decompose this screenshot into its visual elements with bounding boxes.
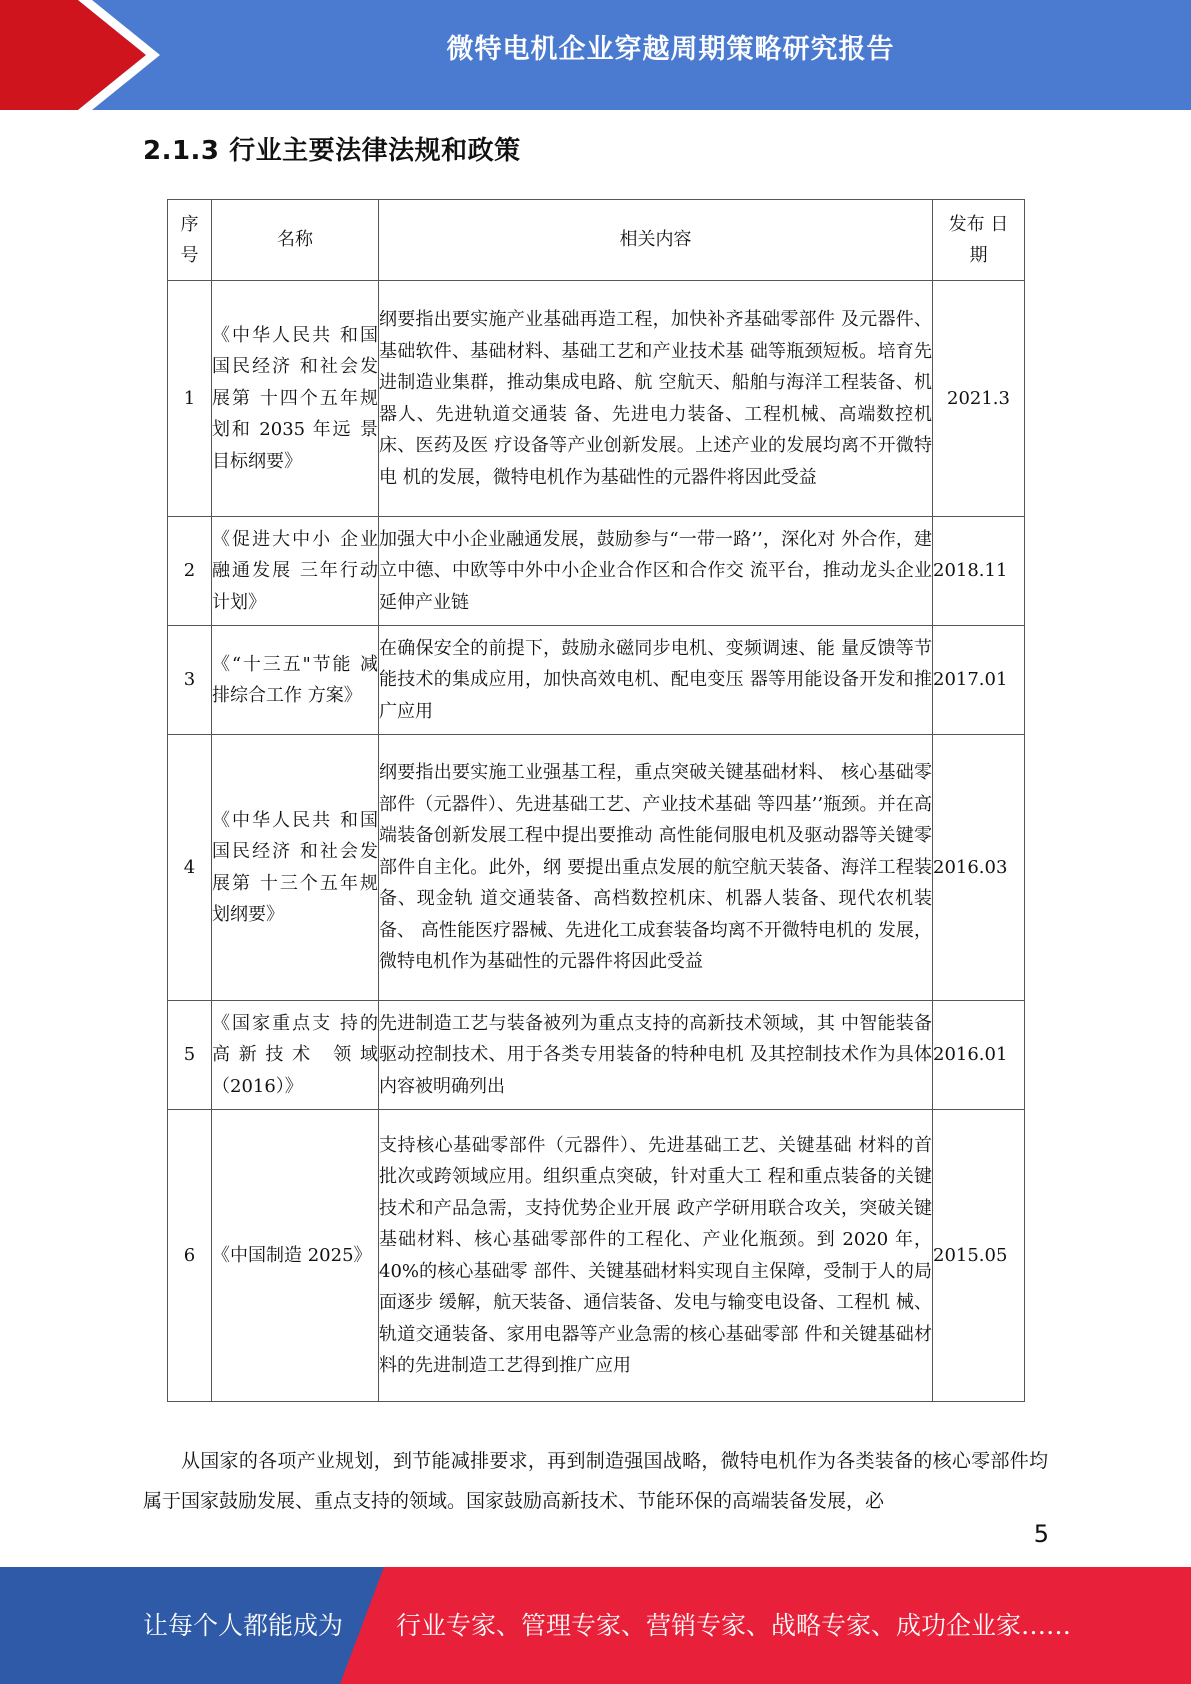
body-paragraph: 从国家的各项产业规划，到节能减排要求，再到制造强国战略，微特电机作为各类装备的核心零部件均属于国家鼓励发展、重点支持的领域。国家鼓励高新技术、节能环保的高端装备发展，必 xyxy=(143,1450,1048,1512)
row-name: 《国家重点支 持的高新技术 领域（2016）》 xyxy=(212,1001,379,1110)
row-name: 《中华人民共 和国国民经济 和社会发展第 十四个五年规 划和 2035 年远 景目标纲要》 xyxy=(212,281,379,517)
footer-slogan-right: 行业专家、管理专家、营销专家、战略专家、成功企业家…… xyxy=(396,1611,1072,1640)
row-no: 1 xyxy=(168,281,212,517)
page-header xyxy=(0,0,1191,110)
row-date: 2021.3 xyxy=(933,281,1025,517)
report-title: 微特电机企业穿越周期策略研究报告 xyxy=(446,34,895,65)
row-date: 2015.05 xyxy=(933,1110,1025,1402)
table-row xyxy=(168,626,1025,735)
policy-table xyxy=(167,199,1025,1402)
table-row xyxy=(168,735,1025,1001)
row-content: 在确保安全的前提下，鼓励永磁同步电机、变频调速、能 量反馈等节能技术的集成应用，加快高效电机、配电变压 器等用能设备开发和推广应用 xyxy=(379,626,933,735)
header-date: 发布 日期 xyxy=(933,200,1025,281)
table-row xyxy=(168,1110,1025,1402)
row-name: 《促进大中小 企业融通发展 三年行动计划》 xyxy=(212,517,379,626)
row-name: 《“十三五"节能 减排综合工作 方案》 xyxy=(212,626,379,735)
header-arrow-decoration xyxy=(0,0,160,110)
row-no: 6 xyxy=(168,1110,212,1402)
row-no: 5 xyxy=(168,1001,212,1110)
page-number: 5 xyxy=(1033,1520,1049,1548)
header-no: 序号 xyxy=(168,200,212,281)
row-content: 纲要指出要实施产业基础再造工程，加快补齐基础零部件 及元器件、基础软件、基础材料、基础工艺和产业技术基 础等瓶颈短板。培育先进制造业集群，推动集成电路、航 空航天、船舶与海洋工程装备、机器人、先进轨道交通装 备、先进电力装备、工程机械、高端数控机床、医药及医 疗设备等产业创新发展。上述产业的发展均离不开微特电 机的发展，微特电机作为基础性的元器件将因此受益 xyxy=(379,281,933,517)
table-header-row xyxy=(168,200,1025,281)
table-row xyxy=(168,517,1025,626)
header-name: 名称 xyxy=(212,200,379,281)
section-heading: 2.1.3 行业主要法律法规和政策 xyxy=(143,136,521,166)
row-name: 《中国制造 2025》 xyxy=(212,1110,379,1402)
row-date: 2017.01 xyxy=(933,626,1025,735)
row-name: 《中华人民共 和国国民经济 和社会发展第 十三个五年规 划纲要》 xyxy=(212,735,379,1001)
row-no: 4 xyxy=(168,735,212,1001)
header-content: 相关内容 xyxy=(379,200,933,281)
table-row xyxy=(168,281,1025,517)
row-no: 3 xyxy=(168,626,212,735)
row-content: 纲要指出要实施工业强基工程，重点突破关键基础材料、 核心基础零部件（元器件）、先进基础工艺、产业技术基础 等四基’’瓶颈。并在高端装备创新发展工程中提出要推动 高性能伺服电机及驱动器等关键零部件自主化。此外，纲 要提出重点发展的航空航天装备、海洋工程装备、现金轨 道交通装备、高档数控机床、机器人装备、现代农机装备、 高性能医疗器械、先进化工成套装备均离不开微特电机的 发展，微特电机作为基础性的元器件将因此受益 xyxy=(379,735,933,1001)
footer-slogan-left: 让每个人都能成为 xyxy=(143,1611,344,1640)
table-row xyxy=(168,1001,1025,1110)
row-content: 支持核心基础零部件（元器件）、先进基础工艺、关键基础 材料的首批次或跨领域应用。组织重点突破，针对重大工 程和重点装备的关键技术和产品急需，支持优势企业开展 政产学研用联合攻关，突破关键基础材料、核心基础零部件的工程化、产业化瓶颈。到 2020 年，40%的核心基础零 部件、关键基础材料实现自主保障，受制于人的局面逐步 缓解，航天装备、通信装备、发电与输变电设备、工程机 械、轨道交通装备、家用电器等产业急需的核心基础零部 件和关键基础材料的先进制造工艺得到推广应用 xyxy=(379,1110,933,1402)
row-date: 2016.01 xyxy=(933,1001,1025,1110)
page-footer xyxy=(0,1567,1191,1684)
row-content: 加强大中小企业融通发展，鼓励参与“一带一路’’，深化对 外合作，建立中德、中欧等中外中小企业合作区和合作交 流平台，推动龙头企业延伸产业链 xyxy=(379,517,933,626)
row-content: 先进制造工艺与装备被列为重点支持的高新技术领域，其 中智能装备驱动控制技术、用于各类专用装备的特种电机 及其控制技术作为具体内容被明确列出 xyxy=(379,1001,933,1110)
row-date: 2018.11 xyxy=(933,517,1025,626)
row-date: 2016.03 xyxy=(933,735,1025,1001)
row-no: 2 xyxy=(168,517,212,626)
